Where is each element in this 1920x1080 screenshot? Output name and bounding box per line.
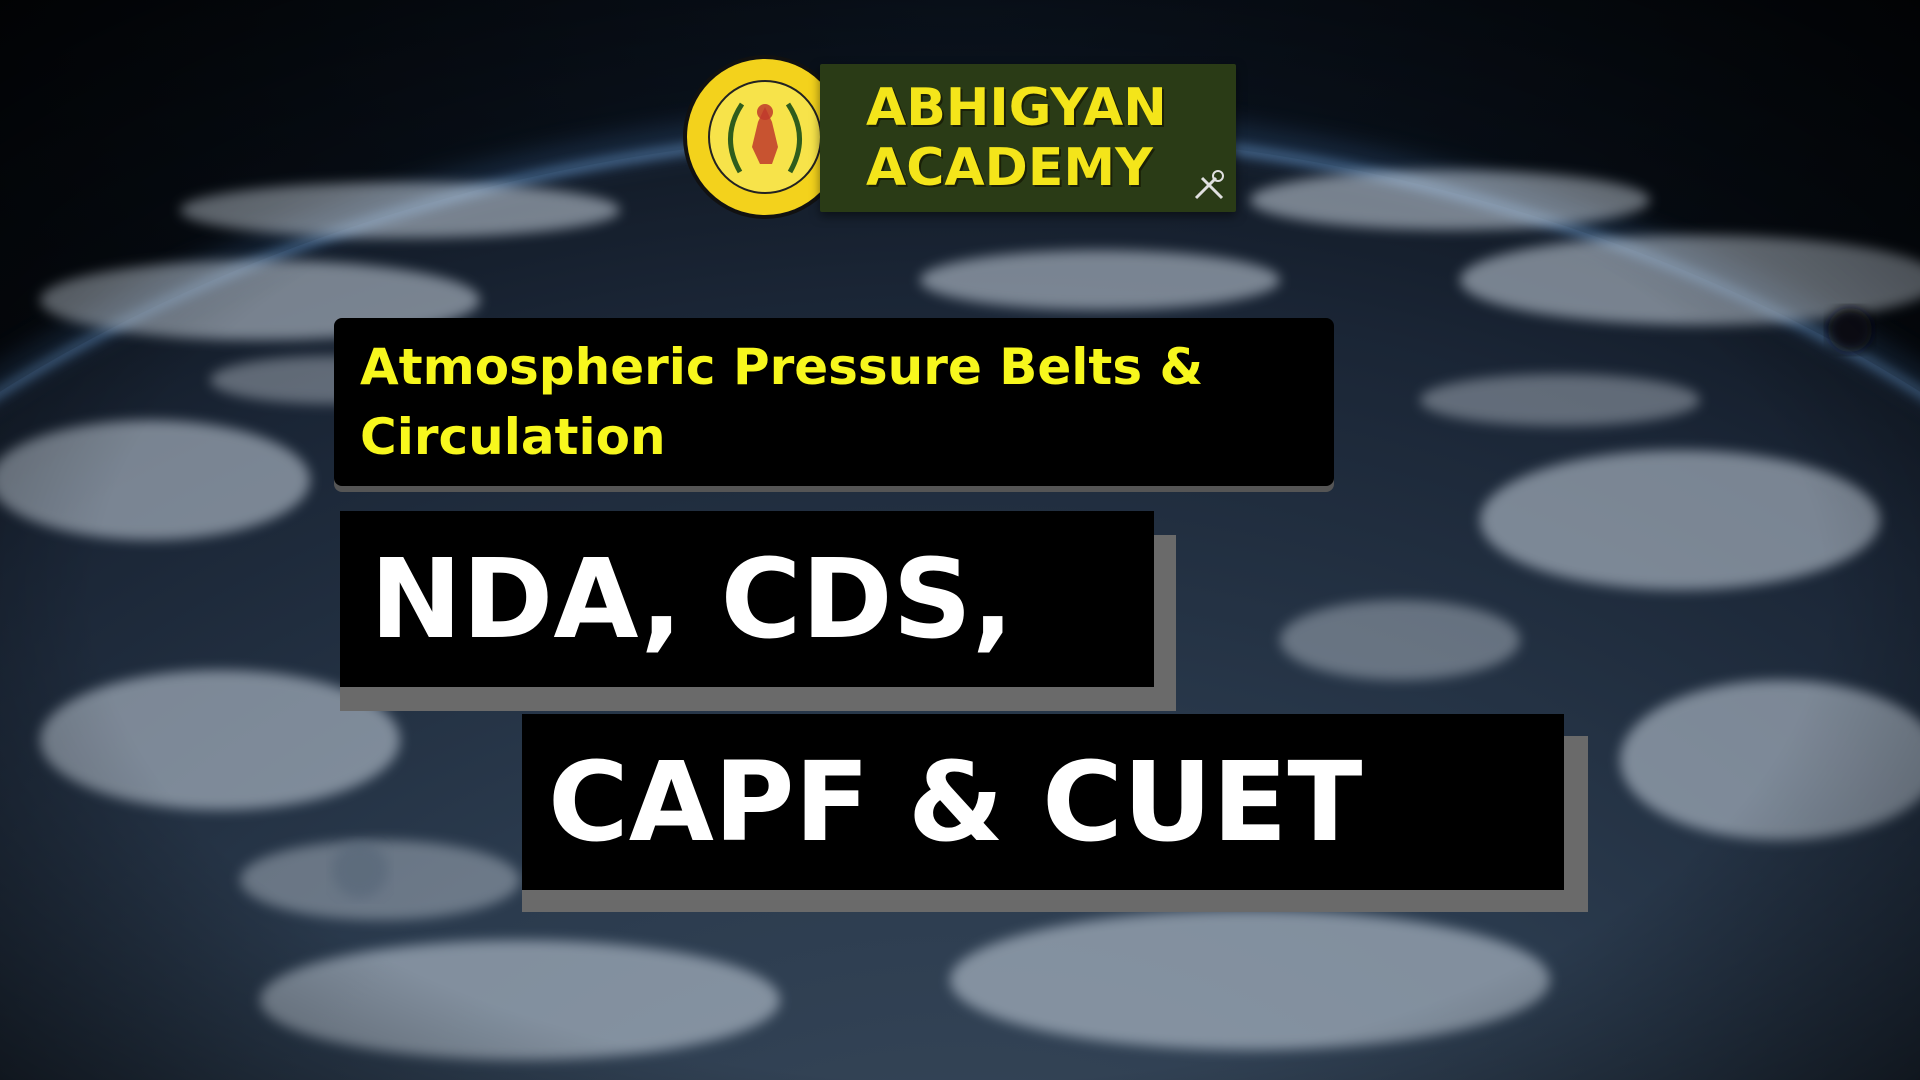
exam-line-2: CAPF & CUET <box>548 738 1363 866</box>
topic-title-box <box>334 318 1334 486</box>
exam-box-2 <box>522 714 1564 890</box>
logo-name-plate <box>820 64 1236 212</box>
logo-text-line2: ACADEMY <box>866 138 1153 198</box>
topic-title-line2: Circulation <box>360 408 666 466</box>
logo-text-line1: ABHIGYAN <box>866 78 1167 138</box>
exam-line-1: NDA, CDS, <box>370 535 1014 663</box>
topic-title-line1: Atmospheric Pressure Belts & <box>360 338 1204 396</box>
exam-box-1 <box>340 511 1154 687</box>
crossed-rifles-emblem-icon <box>1192 168 1226 202</box>
